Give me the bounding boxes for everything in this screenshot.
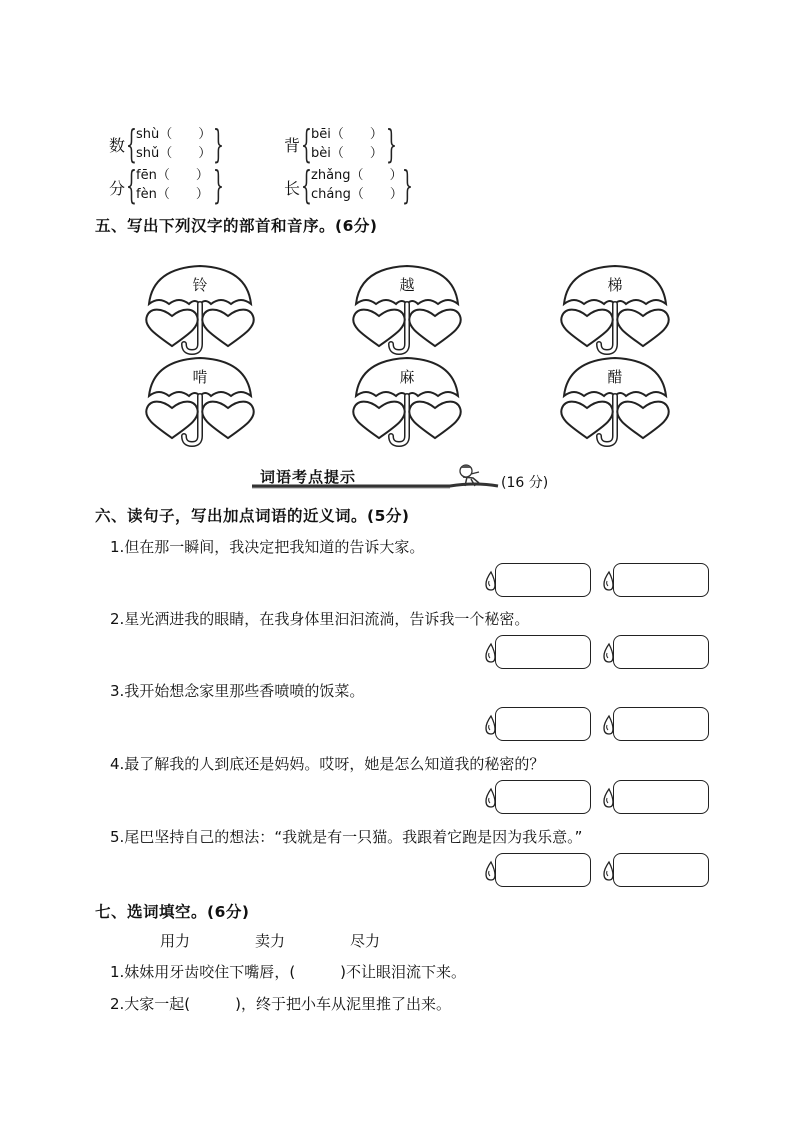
answer-box[interactable] [495, 780, 591, 814]
question-item: 5.尾巴坚持自己的想法：“我就是有一只猫。我跟着它跑是因为我乐意。” [110, 828, 583, 846]
umbrella-char: 啃 [192, 368, 208, 386]
polyphone-char-fen: 分 [109, 179, 126, 198]
umbrella-item [560, 260, 670, 356]
banner-title: 词语考点提示 [260, 468, 357, 486]
word-choice: 卖力 [255, 932, 286, 950]
section5-title: 五、写出下列汉字的部首和音序。(6分) [95, 217, 378, 235]
fill-blank-item: 2.大家一起( )，终于把小车从泥里推了出来。 [110, 995, 452, 1013]
polyphone-reading: fèn（ ） [136, 187, 209, 202]
umbrella-char: 越 [399, 276, 415, 294]
kid-mascot-icon [455, 462, 485, 488]
answer-box[interactable] [495, 853, 591, 887]
left-brace: { [301, 122, 312, 166]
polyphone-char-shu: 数 [109, 136, 126, 155]
polyphone-char-bei: 背 [284, 136, 301, 155]
polyphone-reading: fēn（ ） [136, 168, 209, 183]
banner-score: (16 分) [501, 475, 549, 491]
umbrella-item [352, 260, 462, 356]
umbrella-item [145, 352, 255, 448]
umbrella-char: 铃 [192, 276, 208, 294]
polyphone-reading: cháng（ ） [311, 187, 403, 202]
left-brace: { [126, 122, 137, 166]
answer-box[interactable] [613, 635, 709, 669]
left-brace: { [126, 163, 137, 207]
answer-box[interactable] [613, 853, 709, 887]
polyphone-reading: zhǎng（ ） [311, 168, 403, 183]
right-brace: } [402, 163, 413, 207]
polyphone-reading: bèi（ ） [311, 146, 383, 161]
answer-box[interactable] [495, 635, 591, 669]
question-item: 3.我开始想念家里那些香喷喷的饭菜。 [110, 682, 365, 700]
umbrella-char: 麻 [399, 368, 415, 386]
right-brace: } [213, 122, 224, 166]
answer-box[interactable] [495, 563, 591, 597]
right-brace: } [386, 122, 397, 166]
umbrella-char: 梯 [607, 276, 623, 294]
question-item: 1.但在那一瞬间，我决定把我知道的告诉大家。 [110, 538, 425, 556]
polyphone-reading: shù（ ） [136, 127, 212, 142]
section6-title: 六、读句子，写出加点词语的近义词。(5分) [95, 507, 410, 525]
fill-blank-item: 1.妹妹用牙齿咬住下嘴唇，( )不让眼泪流下来。 [110, 963, 467, 981]
answer-box[interactable] [613, 780, 709, 814]
umbrella-char: 醋 [607, 368, 623, 386]
answer-box[interactable] [495, 707, 591, 741]
question-item: 2.星光洒进我的眼睛，在我身体里汩汩流淌，告诉我一个秘密。 [110, 610, 530, 628]
section-banner [250, 464, 500, 490]
umbrella-item [352, 352, 462, 448]
answer-box[interactable] [613, 707, 709, 741]
polyphone-char-zhang: 长 [284, 179, 301, 198]
left-brace: { [301, 163, 312, 207]
polyphone-reading: shǔ（ ） [136, 146, 212, 161]
umbrella-item [145, 260, 255, 356]
answer-box[interactable] [613, 563, 709, 597]
word-choice: 尽力 [350, 932, 381, 950]
umbrella-item [560, 352, 670, 448]
polyphone-reading: bēi（ ） [311, 127, 383, 142]
section7-title: 七、选词填空。(6分) [95, 903, 250, 921]
word-choice: 用力 [160, 932, 191, 950]
right-brace: } [213, 163, 224, 207]
question-item: 4.最了解我的人到底还是妈妈。哎呀，她是怎么知道我的秘密的？ [110, 755, 545, 773]
